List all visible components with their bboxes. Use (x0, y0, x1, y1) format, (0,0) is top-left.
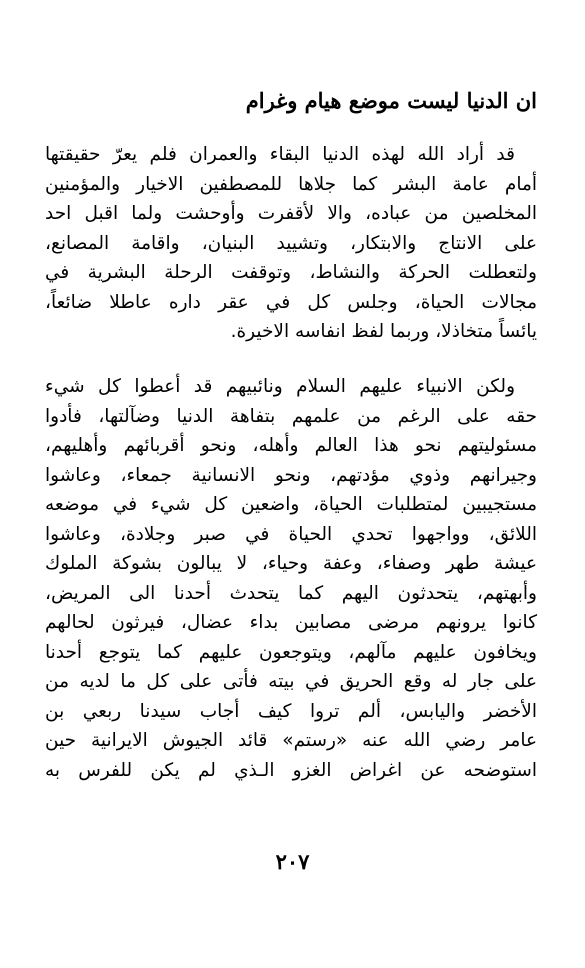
text-line: ولتعطلت الحركة والنشاط، وتوقفت الرحلة البشرية في (45, 262, 537, 283)
text-line: استوضحه عن اغراض الغزو الـذي لم يكن للفرس به (45, 759, 537, 781)
text-line: على جار له وقع الحريق في بيته فأتى على كل ما لديه من (45, 671, 537, 692)
text-line: مستجيبين لمتطلبات الحياة، واضعين كل شيء في موضعه (45, 494, 537, 515)
text-line: عامر رضي الله عنه «رستم» قائد الجيوش الايرانية حين (45, 730, 537, 751)
text-line: الأخضر واليابس، ألم تروا كيف أجاب سيدنا ربعي بن (45, 700, 537, 722)
text-line: المخلصين من عباده، والا لأقفرت وأوحشت ولما اقبل احد (45, 203, 537, 224)
text-line: قد أراد الله لهذه الدنيا البقاء والعمران فلم يعرّ حقيقتها (45, 144, 515, 165)
text-line: ويخافون عليهم مآلهم، ويتوجعون عليهم كما يتوجع أحدنا (45, 641, 537, 663)
text-line: وأبهتهم، يتحدثون اليهم كما يتحدث أحدنا الى المريض، (45, 582, 537, 604)
text-line: مجالات الحياة، وجلس كل في عقر داره عاطلا ضائعاً، (45, 291, 537, 313)
text-line: ولكن الانبياء عليهم السلام ونائبيهم قد أعطوا كل شيء (45, 376, 515, 397)
text-line: على الانتاج والابتكار، وتشييد البنيان، واقامة المصانع، (45, 232, 537, 254)
text-line: وجيرانهم وذوي مؤدتهم، ونحو الانسانية جمعاء، وعاشوا (45, 464, 537, 486)
text-line: اللائق، وواجهوا تحدي الحياة في صبر وجلادة، وعاشوا (45, 523, 537, 545)
text-line: مسئوليتهم نحو هذا العالم وأهله، ونحو أقربائهم وأهليهم، (45, 435, 537, 456)
section-heading: ان الدنيا ليست موضع هيام وغرام (245, 88, 537, 113)
text-line: أمام عامة البشر كما جلاها للمصطفين الاخيار والمؤمنين (45, 173, 537, 195)
page-number: ٢٠٧ (275, 849, 310, 874)
paragraph-2 (45, 372, 537, 785)
text-line: كانوا يرونهم مرضى مصابين بداء عضال، فيرثون لحالهم (45, 612, 537, 633)
text-line: حقه على الرغم من علمهم بتفاهة الدنيا وضآلتها، فأدوا (45, 405, 537, 427)
text-line: يائساً متخاذلا، وربما لفظ انفاسه الاخيرة. (230, 321, 537, 342)
text-line: عيشة طهر وصفاء، وعفة وحياء، لا يبالون بشوكة الملوك (45, 553, 537, 574)
paragraph-1 (45, 140, 537, 347)
